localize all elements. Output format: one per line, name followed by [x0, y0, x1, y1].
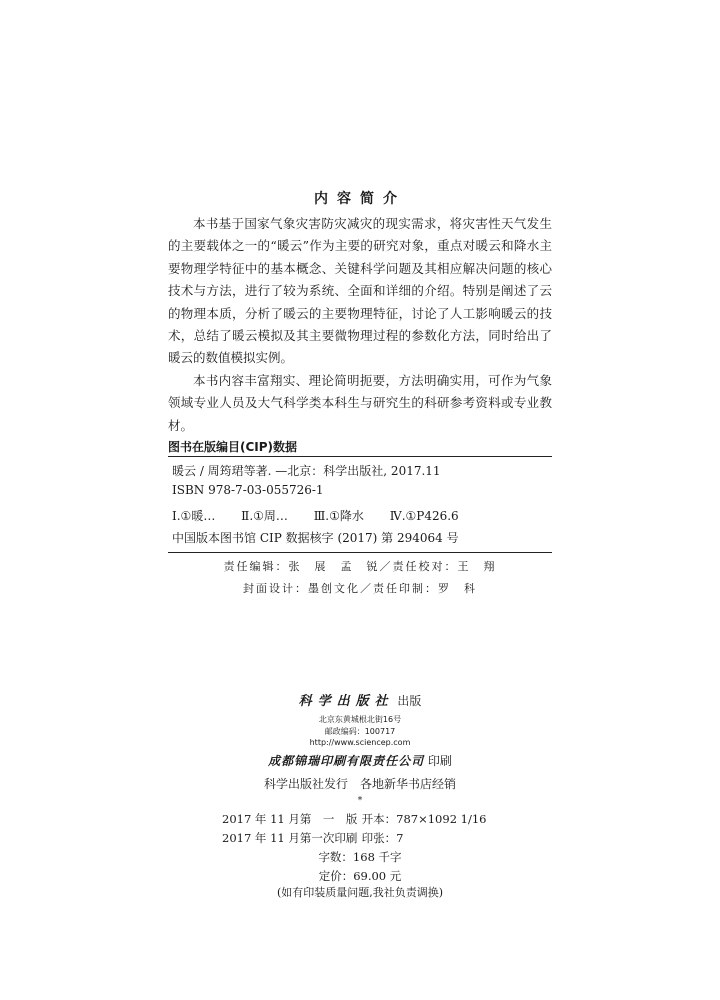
format-size: 开本：787×1092 1/16 [361, 812, 487, 826]
price: 定价：69.00 元 [318, 869, 402, 883]
publisher-suffix: 出版 [397, 694, 422, 708]
quality-note: (如有印装质量问题,我社负责调换) [276, 886, 444, 899]
publisher-line [0, 690, 720, 709]
distribution-line: 科学出版社发行 各地新华书店经销 [263, 777, 456, 791]
cip-term-3: Ⅲ.①降水 [313, 509, 364, 523]
cip-record [168, 456, 552, 553]
summary-title: 内容简介 [314, 191, 406, 207]
printer-suffix: 印刷 [427, 754, 452, 768]
summary-body [168, 213, 552, 437]
publisher-name: 科学出版社 [298, 694, 394, 709]
edition-date: 2017 年 11 月第 一 版 [222, 812, 358, 826]
printer-line [0, 752, 720, 769]
printer-name: 成都锦瑞印刷有限责任公司 [268, 754, 425, 768]
cip-term-1: Ⅰ.①暖… [172, 509, 216, 523]
edition-row-2 [222, 830, 522, 846]
summary-paragraph-1: 本书基于国家气象灾害防灾减灾的现实需求，将灾害性天气发生的主要载体之一的“暖云”作为主要的研究对象，重点对暖云和降水主要物理学特征中的基本概念、关键科学问题及其相应解决问题的核心技术与方法，进行了较为系统、全面和详细的介绍。特别是阐述了云的物理本质，分析了暖云的主要物理特征，讨论了人工影响暖云的技术，总结了暖云模拟及其主要微物理过程的参数化方法，同时给出了暖云的数值模拟实例。 [168, 216, 552, 366]
cip-isbn: ISBN 978-7-03-055726-1 [172, 483, 324, 497]
cip-term-4: Ⅳ.①P426.6 [389, 509, 459, 523]
cip-bibliographic-line: 暖云 / 周筠珺等著. —北京：科学出版社, 2017.11 [172, 464, 441, 478]
summary-paragraph-2: 本书内容丰富翔实、理论简明扼要，方法明确实用，可作为气象领域专业人员及大气科学类本科生与研究生的科研参考资料或专业教材。 [168, 372, 552, 433]
cip-subject-terms [172, 507, 548, 529]
publisher-postcode: 邮政编码：100717 [324, 727, 396, 736]
sheet-count: 印张：7 [361, 831, 404, 845]
cip-heading: 图书在版编目(CIP)数据 [168, 440, 298, 454]
cip-record-number: 中国版本图书馆 CIP 数据核字 (2017) 第 294064 号 [172, 531, 459, 545]
edition-row-1 [222, 811, 522, 827]
design-line: 封面设计：墨创文化／责任印制：罗 科 [243, 582, 477, 595]
publisher-address: 北京东黄城根北街16号 [318, 715, 402, 724]
cip-term-2: Ⅱ.①周… [241, 509, 288, 523]
publisher-website: http://www.sciencep.com [309, 738, 411, 747]
separator-star: * [357, 796, 363, 806]
editors-line: 责任编辑：张 展 孟 锐／责任校对：王 翔 [223, 560, 497, 573]
printing-date: 2017 年 11 月第一次印刷 [222, 831, 358, 845]
word-count: 字数：168 千字 [318, 850, 402, 864]
